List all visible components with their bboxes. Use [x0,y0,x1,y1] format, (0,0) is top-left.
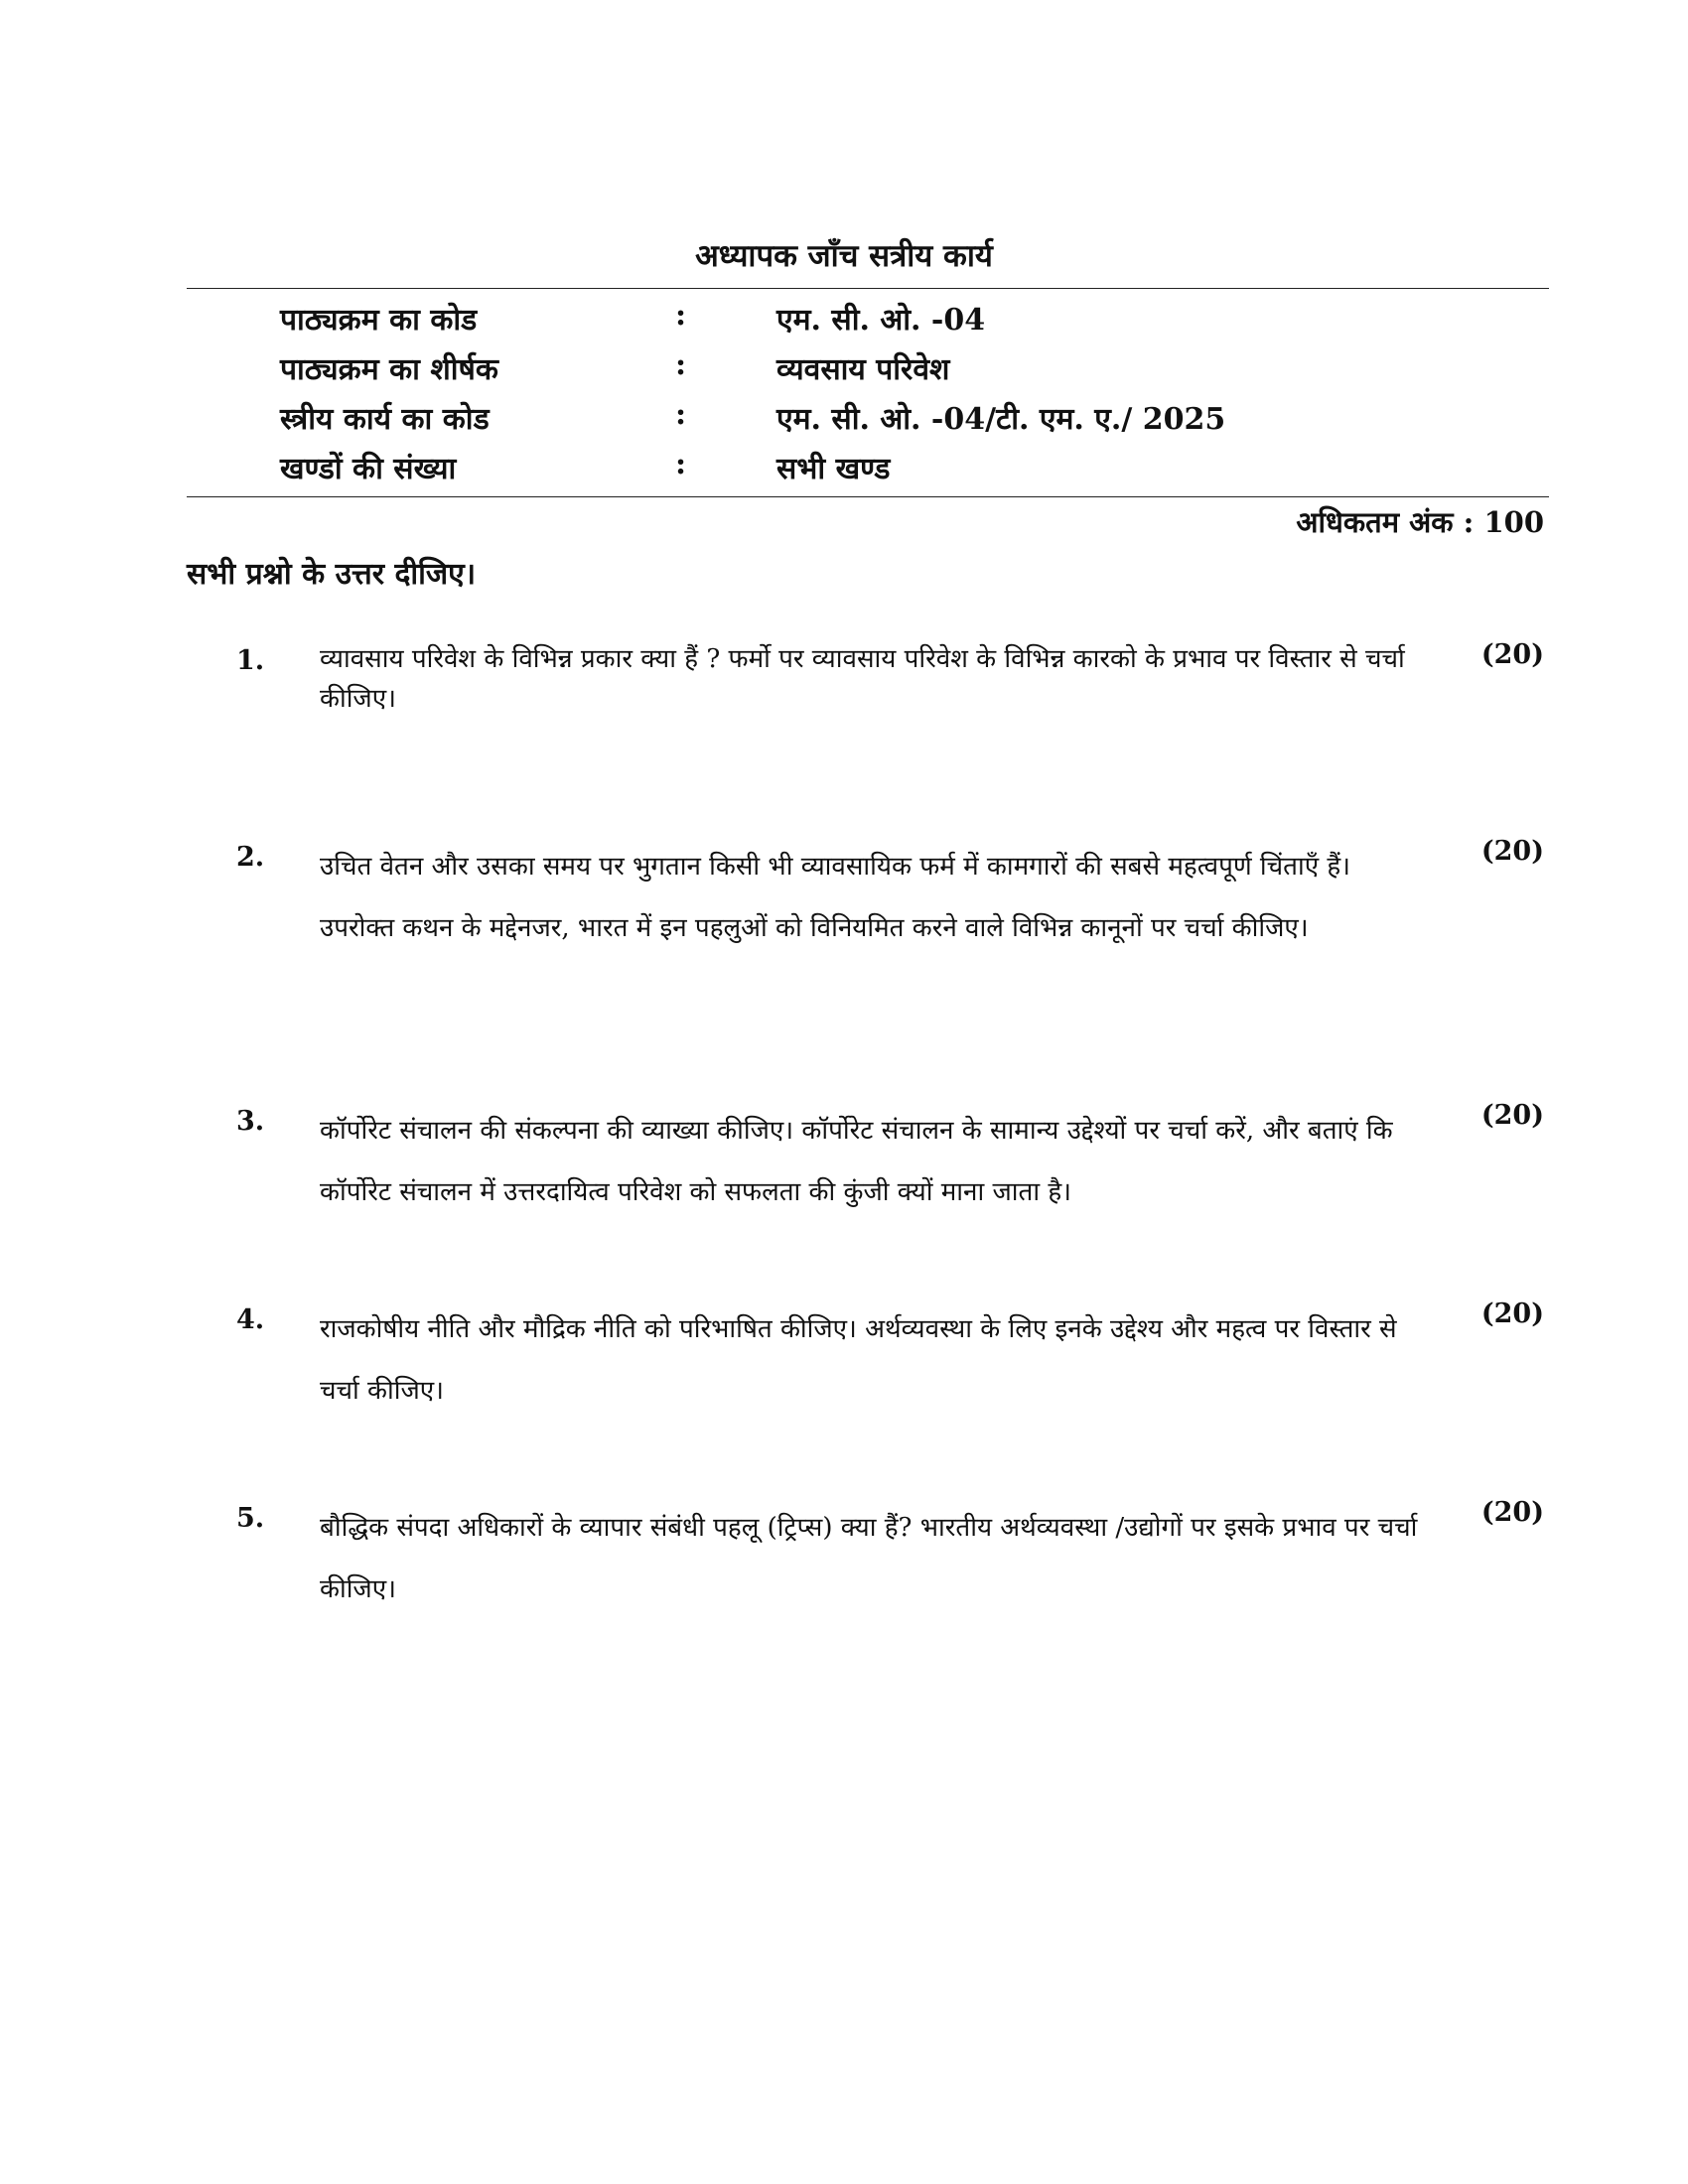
question-number: 5. [236,1503,265,1534]
max-marks: अधिकतम अंक : 100 [1296,505,1544,539]
bottom-divider [187,496,1549,497]
info-colon: : [675,447,687,481]
info-row-course-code [280,292,1372,341]
question-text: बौद्धिक संपदा अधिकारों के व्यापार संबंधी पहलू (ट्रिप्स) क्या हैं? भारतीय अर्थव्यवस्था /उद्योगों पर इसके प्रभाव पर चर्चा कीजिए। [320,1513,1418,1604]
info-label: पाठ्यक्रम का शीर्षक [280,352,498,387]
info-colon: : [675,397,687,432]
page-title: अध्यापक जाँच सत्रीय कार्य [695,238,993,274]
info-row-assignment-code [280,391,1372,441]
info-value: एम. सी. ओ. -04 [776,303,986,338]
course-info-table [280,292,1372,490]
instruction-text: सभी प्रश्नो के उत्तर दीजिए। [187,557,477,592]
question-marks: (20) [1480,836,1544,867]
question-number: 2. [236,842,265,873]
question-marks: (20) [1480,1100,1544,1131]
info-label: स्त्रीय कार्य का कोड [280,402,490,437]
question-text: कॉर्पोरेट संचालन की संकल्पना की व्याख्या कीजिए। कॉर्पोरेट संचालन के सामान्य उद्देश्यों पर चर्चा करें, और बताएं कि कॉर्पोरेट संचालन में उत्तरदायित्व परिवेश को सफलता की कुंजी क्यों माना जाता है। [320,1116,1393,1207]
question-text: व्यावसाय परिवेश के विभिन्न प्रकार क्या हैं ? फर्मो पर व्यावसाय परिवेश के विभिन्न कारको के प्रभाव पर विस्तार से चर्चा कीजिए। [320,644,1405,714]
info-value: सभी खण्ड [776,452,891,486]
question-marks: (20) [1480,639,1544,670]
question-text: उचित वेतन और उसका समय पर भुगतान किसी भी व्यावसायिक फर्म में कामगारों की सबसे महत्वपूर्ण चिंताएँ हैं। उपरोक्त कथन के मद्देनजर, भारत में इन पहलुओं को विनियमित करने वाले विभिन्न कानूनों पर चर्चा कीजिए। [320,852,1350,943]
info-colon: : [675,347,687,382]
question-text: राजकोषीय नीति और मौद्रिक नीति को परिभाषित कीजिए। अर्थव्यवस्था के लिए इनके उद्देश्य और महत्व पर विस्तार से चर्चा कीजिए। [320,1314,1397,1406]
info-value: व्यवसाय परिवेश [776,352,950,387]
info-label: खण्डों की संख्या [280,452,457,486]
info-label: पाठ्यक्रम का कोड [280,303,478,338]
info-colon: : [675,298,687,333]
info-row-course-title [280,341,1372,391]
question-number: 4. [236,1304,265,1335]
info-value: एम. सी. ओ. -04/टी. एम. ए./ 2025 [776,402,1226,437]
question-number: 1. [236,645,265,676]
question-number: 3. [236,1106,265,1137]
question-marks: (20) [1480,1497,1544,1528]
info-row-blocks [280,441,1372,490]
top-divider [187,288,1549,289]
question-marks: (20) [1480,1298,1544,1329]
